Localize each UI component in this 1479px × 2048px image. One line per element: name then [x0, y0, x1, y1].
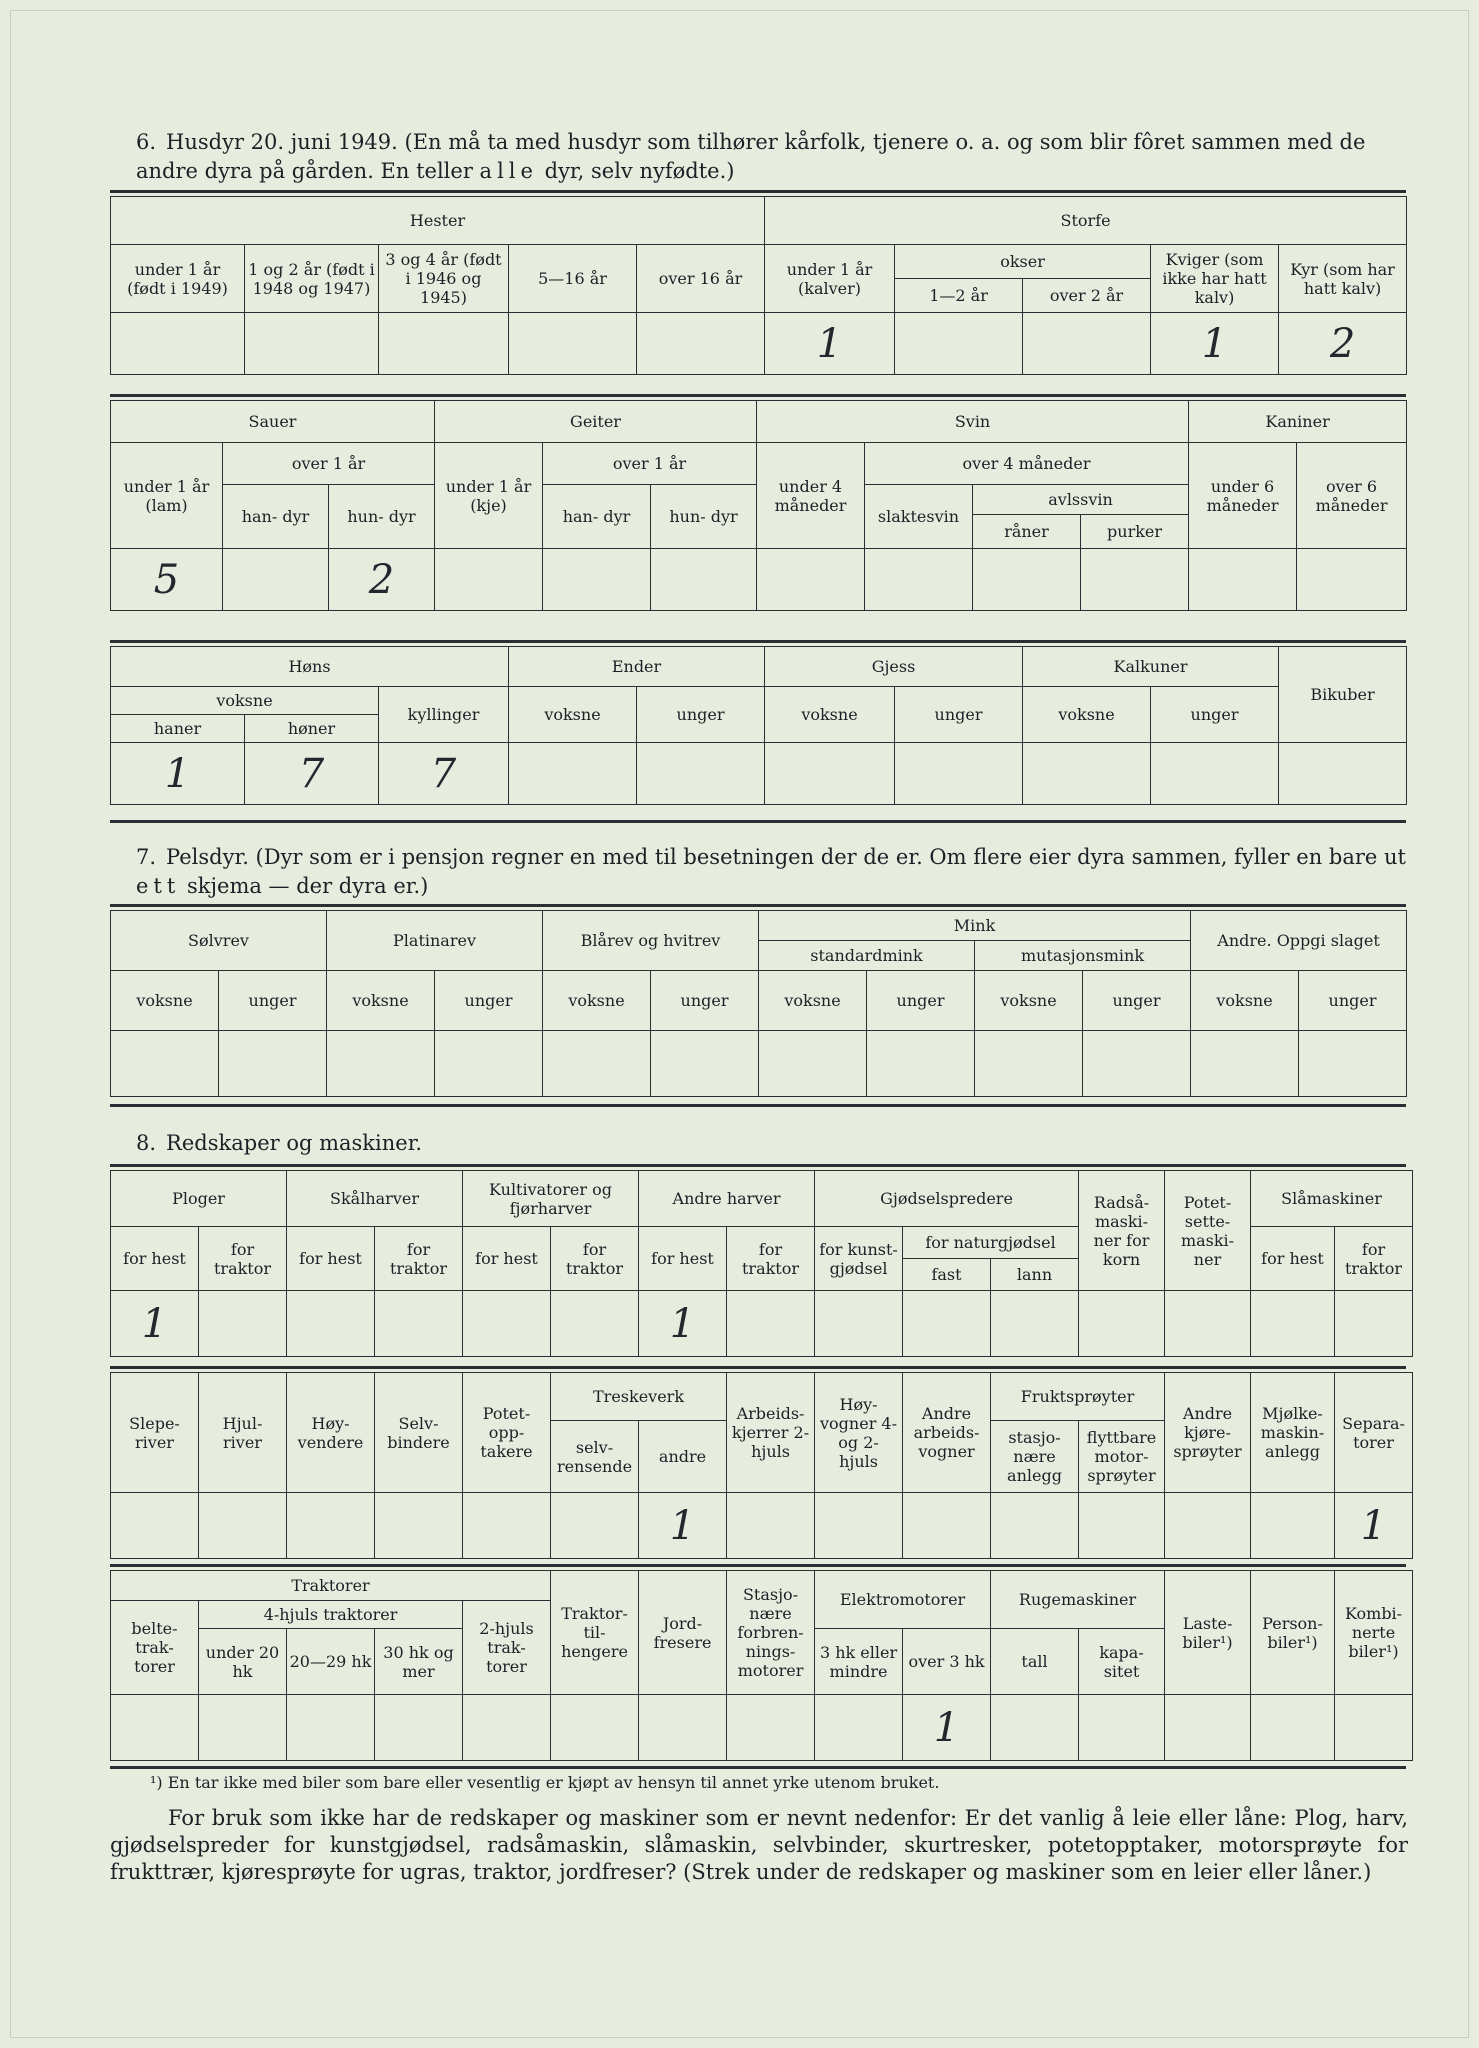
header-rugemaskiner: Rugemaskiner — [991, 1571, 1165, 1629]
cell[interactable] — [1081, 549, 1189, 611]
cell[interactable] — [1151, 743, 1279, 805]
cell[interactable] — [759, 1031, 867, 1097]
cell[interactable] — [245, 313, 379, 375]
cell[interactable] — [543, 1031, 651, 1097]
col-kombinerte-biler: Kombi- nerte biler¹) — [1335, 1571, 1413, 1695]
instruction-text: For bruk som ikke har de redskaper og maskiner som er nevnt nedenfor: Er det vanlig å leie eller låne: Plog, harv, gjødselspreder for kunstgjødsel, radsåmaskin, slåmaskin, selvbinder, skurtresker, potetopptaker, motorsprøyte for frukttrær, kjøresprøyte for ugras, traktor, jordfreser? (Strek under de redskaper og maskiner som en leier eller låner.) — [110, 1806, 1408, 1884]
cell[interactable] — [375, 1493, 463, 1559]
col-lann: lann — [991, 1259, 1079, 1291]
cell[interactable] — [1079, 1493, 1165, 1559]
rule — [110, 190, 1406, 193]
cell[interactable] — [509, 313, 637, 375]
header-skalharver: Skålharver — [287, 1171, 463, 1227]
col-okser-1-2: 1—2 år — [895, 279, 1023, 313]
cell[interactable] — [379, 313, 509, 375]
col-plog-traktor: for traktor — [199, 1227, 287, 1291]
header-traktorer: Traktorer — [111, 1571, 551, 1601]
col-gjess-unger: unger — [895, 687, 1023, 743]
cell[interactable] — [815, 1493, 903, 1559]
cell[interactable] — [727, 1493, 815, 1559]
section-6-heading: 6. Husdyr 20. juni 1949. (En må ta med husdyr som tilhører kårfolk, tjenere o. a. og som blir fôret sammen med de andre dyra på gården. En teller alle dyr, selv nyfødte.) — [136, 130, 1366, 183]
rule — [110, 1366, 1406, 1369]
col-hjulriver: Hjul- river — [199, 1373, 287, 1493]
value-kyllinger[interactable]: 7 — [379, 743, 509, 805]
cell[interactable] — [895, 313, 1023, 375]
header-hester: Hester — [111, 197, 765, 245]
header-andre-harver: Andre harver — [639, 1171, 815, 1227]
col-ender-voksne: voksne — [509, 687, 637, 743]
cell[interactable] — [375, 1695, 463, 1761]
header-treskeverk: Treskeverk — [551, 1373, 727, 1421]
cell[interactable] — [1299, 1031, 1407, 1097]
cell[interactable] — [1023, 313, 1151, 375]
col-honer: høner — [245, 715, 379, 743]
col-potetopptakere: Potet- opp- takere — [463, 1373, 551, 1493]
cell[interactable] — [551, 1291, 639, 1357]
cell[interactable] — [111, 1695, 199, 1761]
col-andre-arbeidsvogner: Andre arbeids- vogner — [903, 1373, 991, 1493]
cell[interactable] — [199, 1695, 287, 1761]
col-voksne: voksne — [1191, 971, 1299, 1031]
cell[interactable] — [199, 1291, 287, 1357]
cell[interactable] — [463, 1291, 551, 1357]
header-gjess: Gjess — [765, 647, 1023, 687]
table-fjorfe — [110, 646, 1407, 805]
col-under-20hk: under 20 hk — [199, 1629, 287, 1695]
header-ploger: Ploger — [111, 1171, 287, 1227]
col-sau-handyr: han- dyr — [223, 485, 329, 549]
rule — [110, 394, 1406, 397]
cell[interactable] — [1165, 1291, 1251, 1357]
value-separatorer[interactable]: 1 — [1335, 1493, 1413, 1559]
header-svin-over4: over 4 måneder — [865, 443, 1189, 485]
cell[interactable] — [287, 1493, 375, 1559]
col-ender-unger: unger — [637, 687, 765, 743]
col-elektro-3hk: 3 hk eller mindre — [815, 1629, 903, 1695]
col-sla-hest: for hest — [1251, 1227, 1335, 1291]
col-lastebiler: Laste- biler¹) — [1165, 1571, 1251, 1695]
col-hoyvogner: Høy- vogner 4- og 2- hjuls — [815, 1373, 903, 1493]
value-kviger[interactable]: 1 — [1151, 313, 1279, 375]
col-tresk-andre: andre — [639, 1421, 727, 1493]
col-voksne: voksne — [543, 971, 651, 1031]
col-radsamaskiner: Radså- maski- ner for korn — [1079, 1171, 1165, 1291]
col-andre-hest: for hest — [639, 1227, 727, 1291]
col-flyttbare-motorsproyter: flyttbare motor- sprøyter — [1079, 1421, 1165, 1493]
cell[interactable] — [975, 1031, 1083, 1097]
cell[interactable] — [867, 1031, 975, 1097]
col-hest-1-2: 1 og 2 år (født i 1948 og 1947) — [245, 245, 379, 313]
cell[interactable] — [727, 1291, 815, 1357]
instruction-paragraph — [110, 1805, 1408, 1886]
header-okser: okser — [895, 245, 1151, 279]
cell[interactable] — [637, 313, 765, 375]
col-sau-hundyr: hun- dyr — [329, 485, 435, 549]
col-unger: unger — [219, 971, 327, 1031]
cell[interactable] — [1189, 549, 1297, 611]
col-ruge-kapasitet: kapa- sitet — [1079, 1629, 1165, 1695]
col-jordfresere: Jord- fresere — [639, 1571, 727, 1695]
cell[interactable] — [287, 1291, 375, 1357]
col-kyr: Kyr (som har hatt kalv) — [1279, 245, 1407, 313]
cell[interactable] — [1335, 1291, 1413, 1357]
header-standardmink: standardmink — [759, 941, 975, 971]
col-kalkuner-voksne: voksne — [1023, 687, 1151, 743]
cell[interactable] — [637, 743, 765, 805]
col-andre-kjoresproyter: Andre kjøre- sprøyter — [1165, 1373, 1251, 1493]
cell[interactable] — [435, 549, 543, 611]
header-4hjuls-traktorer: 4-hjuls traktorer — [199, 1601, 463, 1629]
cell[interactable] — [463, 1493, 551, 1559]
header-blarev: Blårev og hvitrev — [543, 911, 759, 971]
cell[interactable] — [903, 1291, 991, 1357]
col-stasjonaere-anlegg: stasjo- nære anlegg — [991, 1421, 1079, 1493]
col-hest-over16: over 16 år — [637, 245, 765, 313]
cell[interactable] — [865, 549, 973, 611]
col-hest-3-4: 3 og 4 år (født i 1946 og 1945) — [379, 245, 509, 313]
value-tresk-andre[interactable]: 1 — [639, 1493, 727, 1559]
cell[interactable] — [973, 549, 1081, 611]
cell[interactable] — [1251, 1695, 1335, 1761]
table-hester-storfe — [110, 196, 1407, 375]
col-geit-handyr: han- dyr — [543, 485, 651, 549]
cell[interactable] — [1083, 1031, 1191, 1097]
col-voksne: voksne — [327, 971, 435, 1031]
header-slamaskiner: Slåmaskiner — [1251, 1171, 1413, 1227]
col-voksne: voksne — [111, 971, 219, 1031]
section-7-heading: 7. Pelsdyr. (Dyr som er i pensjon regner en med til besetningen der de er. Om flere eier dyra sammen, fyller en bare ut ett skjema — der dyra er.) — [136, 845, 1406, 898]
col-sleperiver: Slepe- river — [111, 1373, 199, 1493]
cell[interactable] — [765, 743, 895, 805]
col-personbiler: Person- biler¹) — [1251, 1571, 1335, 1695]
cell[interactable] — [199, 1493, 287, 1559]
col-skal-hest: for hest — [287, 1227, 375, 1291]
col-unger: unger — [435, 971, 543, 1031]
col-unger: unger — [651, 971, 759, 1031]
header-geiter: Geiter — [435, 401, 757, 443]
header-kalkuner: Kalkuner — [1023, 647, 1279, 687]
cell[interactable] — [111, 1493, 199, 1559]
col-bikuber: Bikuber — [1279, 647, 1407, 743]
col-kunstgjodsel: for kunst- gjødsel — [815, 1227, 903, 1291]
col-haner: haner — [111, 715, 245, 743]
col-hest-under1: under 1 år (født i 1949) — [111, 245, 245, 313]
col-kyllinger: kyllinger — [379, 687, 509, 743]
header-avlssvin: avlssvin — [973, 485, 1189, 515]
col-beltetraktorer: belte- trak- torer — [111, 1601, 199, 1695]
col-hoyvendere: Høy- vendere — [287, 1373, 375, 1493]
value-honer[interactable]: 7 — [245, 743, 379, 805]
cell[interactable] — [815, 1291, 903, 1357]
col-raner: råner — [973, 515, 1081, 549]
col-ruge-tall: tall — [991, 1629, 1079, 1695]
header-geit-over1: over 1 år — [543, 443, 757, 485]
cell[interactable] — [1165, 1695, 1251, 1761]
rule — [110, 1766, 1406, 1769]
col-voksne: voksne — [759, 971, 867, 1031]
col-selvrensende: selv- rensende — [551, 1421, 639, 1493]
col-geit-hundyr: hun- dyr — [651, 485, 757, 549]
col-hest-5-16: 5—16 år — [509, 245, 637, 313]
value-sau-hundyr[interactable]: 2 — [329, 549, 435, 611]
col-stasjonaere-motorer: Stasjo- nære forbren- nings- motorer — [727, 1571, 815, 1695]
cell[interactable] — [1279, 743, 1407, 805]
table-redskaper-2 — [110, 1372, 1413, 1559]
cell[interactable] — [1335, 1695, 1413, 1761]
header-naturgjodsel: for naturgjødsel — [903, 1227, 1079, 1259]
col-kult-traktor: for traktor — [551, 1227, 639, 1291]
col-gjess-voksne: voksne — [765, 687, 895, 743]
value-lam[interactable]: 5 — [111, 549, 223, 611]
value-elektro-over3hk[interactable]: 1 — [903, 1695, 991, 1761]
col-unger: unger — [1299, 971, 1407, 1031]
rule — [110, 640, 1406, 643]
col-kje: under 1 år (kje) — [435, 443, 543, 549]
cell[interactable] — [1079, 1695, 1165, 1761]
col-unger: unger — [1083, 971, 1191, 1031]
cell[interactable] — [639, 1695, 727, 1761]
section-8-heading: 8. Redskaper og maskiner. — [136, 1131, 423, 1155]
col-unger: unger — [867, 971, 975, 1031]
header-ender: Ender — [509, 647, 765, 687]
header-gjodselspredere: Gjødselspredere — [815, 1171, 1079, 1227]
col-separatorer: Separa- torer — [1335, 1373, 1413, 1493]
col-plog-hest: for hest — [111, 1227, 199, 1291]
rule — [110, 820, 1406, 823]
table-redskaper-3 — [110, 1570, 1413, 1761]
col-voksne: voksne — [975, 971, 1083, 1031]
header-mutasjonsmink: mutasjonsmink — [975, 941, 1191, 971]
cell[interactable] — [651, 1031, 759, 1097]
cell[interactable] — [815, 1695, 903, 1761]
col-kalkuner-unger: unger — [1151, 687, 1279, 743]
cell[interactable] — [551, 1493, 639, 1559]
cell[interactable] — [991, 1493, 1079, 1559]
cell[interactable] — [651, 549, 757, 611]
cell[interactable] — [991, 1695, 1079, 1761]
col-selvbindere: Selv- bindere — [375, 1373, 463, 1493]
footnote: ¹) En tar ikke med biler som bare eller vesentlig er kjøpt av hensyn til annet yrke utenom bruket. — [150, 1773, 940, 1792]
table-pelsdyr — [110, 910, 1407, 1097]
cell[interactable] — [895, 743, 1023, 805]
cell[interactable] — [287, 1695, 375, 1761]
cell[interactable] — [1191, 1031, 1299, 1097]
cell[interactable] — [223, 549, 329, 611]
col-elektro-over3hk: over 3 hk — [903, 1629, 991, 1695]
col-kalver: under 1 år (kalver) — [765, 245, 895, 313]
col-sla-traktor: for traktor — [1335, 1227, 1413, 1291]
header-hons-voksne: voksne — [111, 687, 379, 715]
value-haner[interactable]: 1 — [111, 743, 245, 805]
value-kalver[interactable]: 1 — [765, 313, 895, 375]
cell[interactable] — [463, 1695, 551, 1761]
cell[interactable] — [111, 313, 245, 375]
col-kaniner-under6: under 6 måneder — [1189, 443, 1297, 549]
cell[interactable] — [1297, 549, 1407, 611]
col-2hjuls-traktorer: 2-hjuls trak- torer — [463, 1601, 551, 1695]
header-storfe: Storfe — [765, 197, 1407, 245]
cell[interactable] — [551, 1695, 639, 1761]
value-kyr[interactable]: 2 — [1279, 313, 1407, 375]
col-kaniner-over6: over 6 måneder — [1297, 443, 1407, 549]
cell[interactable] — [1079, 1291, 1165, 1357]
cell[interactable] — [1165, 1493, 1251, 1559]
header-kaniner: Kaniner — [1189, 401, 1407, 443]
col-arbeidskjerrer: Arbeids- kjerrer 2-hjuls — [727, 1373, 815, 1493]
col-lam: under 1 år (lam) — [111, 443, 223, 549]
cell[interactable] — [219, 1031, 327, 1097]
rule — [110, 1164, 1406, 1167]
header-sau-over1: over 1 år — [223, 443, 435, 485]
cell[interactable] — [327, 1031, 435, 1097]
col-slaktesvin: slaktesvin — [865, 485, 973, 549]
cell[interactable] — [757, 549, 865, 611]
header-mink: Mink — [759, 911, 1191, 941]
table-sauer-geiter-svin-kaniner — [110, 400, 1407, 611]
cell[interactable] — [1251, 1493, 1335, 1559]
col-mjolkemaskin: Mjølke- maskin- anlegg — [1251, 1373, 1335, 1493]
col-okser-over2: over 2 år — [1023, 279, 1151, 313]
rule — [110, 1564, 1406, 1567]
col-andre-traktor: for traktor — [727, 1227, 815, 1291]
header-svin: Svin — [757, 401, 1189, 443]
col-svin-under4: under 4 måneder — [757, 443, 865, 549]
cell[interactable] — [727, 1695, 815, 1761]
header-solvrev: Sølvrev — [111, 911, 327, 971]
cell[interactable] — [1251, 1291, 1335, 1357]
cell[interactable] — [903, 1493, 991, 1559]
cell[interactable] — [543, 549, 651, 611]
cell[interactable] — [375, 1291, 463, 1357]
col-30hk-og-mer: 30 hk og mer — [375, 1629, 463, 1695]
cell[interactable] — [1023, 743, 1151, 805]
header-sauer: Sauer — [111, 401, 435, 443]
header-kultivatorer: Kultivatorer og fjørharver — [463, 1171, 639, 1227]
cell[interactable] — [111, 1031, 219, 1097]
rule — [110, 1104, 1406, 1107]
header-elektromotorer: Elektromotorer — [815, 1571, 991, 1629]
col-kult-hest: for hest — [463, 1227, 551, 1291]
value-plog-hest[interactable]: 1 — [111, 1291, 199, 1357]
col-potetsettemaskiner: Potet- sette- maski- ner — [1165, 1171, 1251, 1291]
cell[interactable] — [435, 1031, 543, 1097]
cell[interactable] — [991, 1291, 1079, 1357]
rule — [110, 904, 1406, 907]
table-redskaper-1 — [110, 1170, 1413, 1357]
cell[interactable] — [509, 743, 637, 805]
col-traktortilhengere: Traktor- til- hengere — [551, 1571, 639, 1695]
header-hons: Høns — [111, 647, 509, 687]
header-platinarev: Platinarev — [327, 911, 543, 971]
value-andre-harver-hest[interactable]: 1 — [639, 1291, 727, 1357]
header-andre-pelsdyr: Andre. Oppgi slaget — [1191, 911, 1407, 971]
col-20-29hk: 20—29 hk — [287, 1629, 375, 1695]
col-kviger: Kviger (som ikke har hatt kalv) — [1151, 245, 1279, 313]
col-fast: fast — [903, 1259, 991, 1291]
header-fruktsproyter: Fruktsprøyter — [991, 1373, 1165, 1421]
col-skal-traktor: for traktor — [375, 1227, 463, 1291]
col-purker: purker — [1081, 515, 1189, 549]
